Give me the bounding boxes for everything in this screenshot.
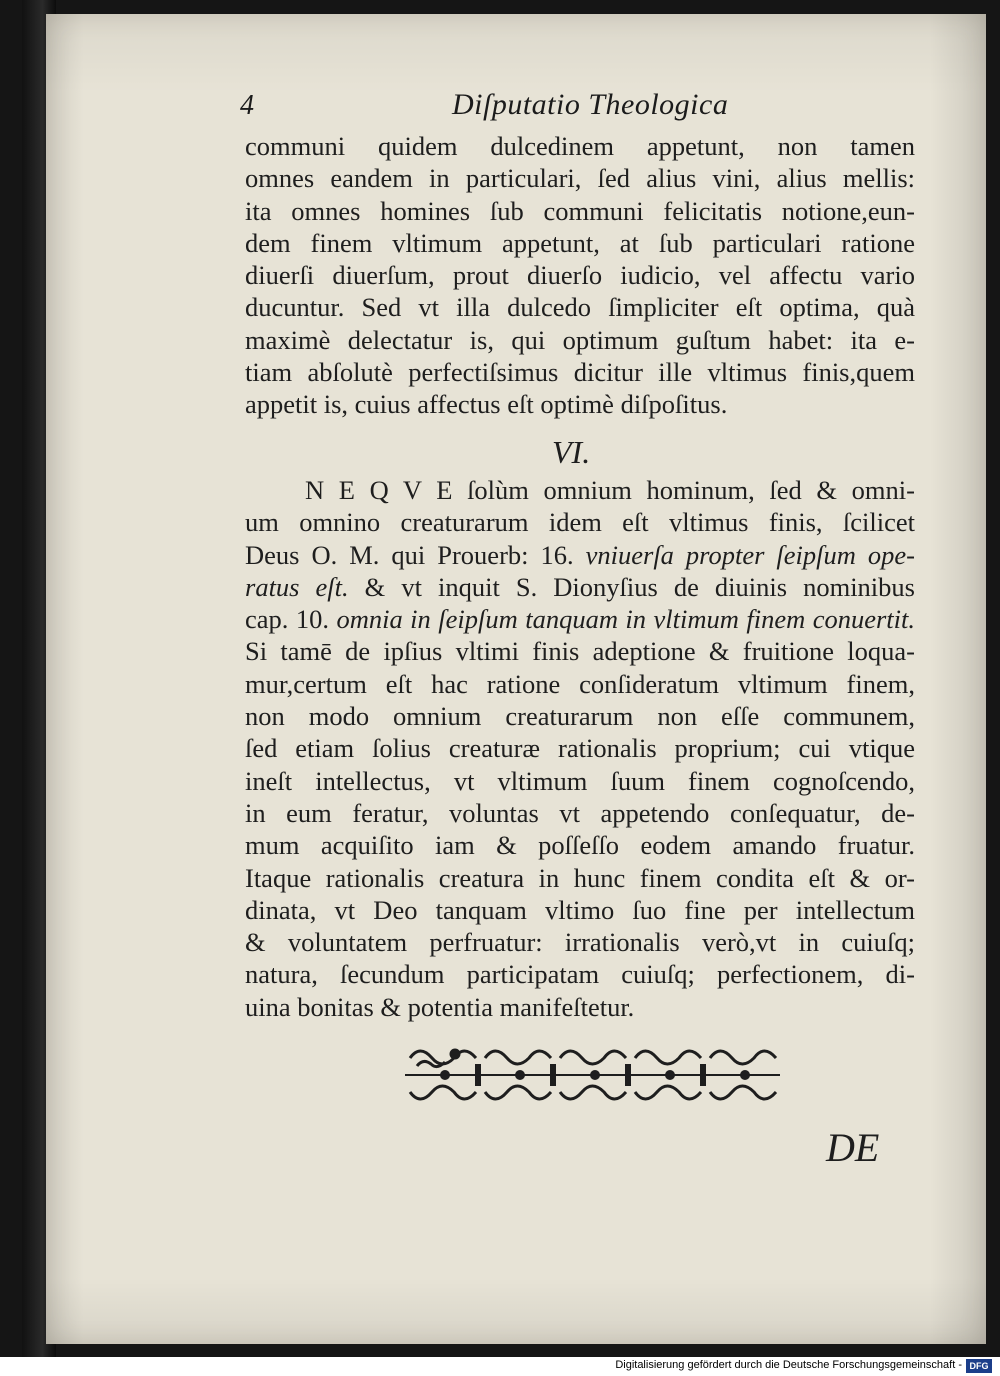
- page-number: 4: [240, 90, 254, 121]
- decorative-ornament-icon: [405, 1040, 780, 1110]
- text-line: ineſt intellectus, vt vltimum ſuum finem cognoſcendo,: [245, 765, 915, 796]
- digitization-credit: Digitalisierung gefördert durch die Deutsche Forschungsgemeinschaft -: [615, 1359, 962, 1371]
- text-line: omnes eandem in particulari, ſed alius vini, alius mellis:: [245, 163, 915, 194]
- text-line: ita omnes homines ſub communi felicitatis notione,eun-: [245, 195, 915, 226]
- running-head: Diſputatio Theologica: [452, 88, 729, 121]
- text-line: [245, 474, 915, 506]
- text-segment: Deus O. M. qui Prouerb: 16.: [245, 539, 586, 570]
- text-line: [245, 603, 915, 635]
- text-segment: & vt inquit S. Dionyſius de diuinis nominibus: [348, 571, 915, 602]
- text-line: Si tamē de ipſius vltimi finis adeptione & fruitione loqua-: [245, 636, 915, 667]
- text-line: diuerſi diuerſum, prout diuerſo iudicio, vel affectu vario: [245, 260, 915, 291]
- text-line: tiam abſolutè perfectiſsimus dicitur ille vltimus finis,quem: [245, 357, 915, 388]
- paragraph-1: [245, 130, 915, 421]
- dfg-logo: DFG: [966, 1359, 992, 1373]
- text-line: & voluntatem perfruatur: irrationalis verò,vt in cuiuſq;: [245, 927, 915, 958]
- text-line: uina bonitas & potentia manifeſtetur.: [245, 991, 635, 1022]
- italic-quote: ratus eſt.: [245, 571, 349, 602]
- italic-quote: omnia in ſeipſum tanquam in vltimum finem conuertit.: [336, 604, 915, 635]
- text-line: natura, ſecundum participatam cuiuſq; perfectionem, di-: [245, 959, 915, 990]
- text-line: [245, 539, 915, 571]
- text-line: Itaque rationalis creatura in hunc finem condita eſt & or-: [245, 862, 915, 893]
- text-line: dinata, vt Deo tanquam vltimo ſuo fine per intellectum: [245, 894, 915, 925]
- italic-quote: vniuerſa propter ſeipſum ope-: [585, 539, 916, 570]
- text-segment: ſolùm omnium hominum, ſed & omni-: [452, 475, 915, 505]
- text-line: dem finem vltimum appetunt, at ſub particulari ratione: [245, 227, 915, 258]
- page-header: [240, 88, 729, 128]
- text-line: non modo omnium creaturarum non eſſe communem,: [245, 701, 915, 732]
- section-heading: VI.: [552, 434, 591, 470]
- text-line: ducuntur. Sed vt illa dulcedo ſimpliciter eſt optima, quà: [245, 292, 915, 323]
- text-line: maximè delectatur is, qui optimum guſtum habet: ita e-: [245, 324, 915, 355]
- catchword: DE: [826, 1125, 880, 1170]
- text-segment: cap. 10.: [245, 604, 337, 635]
- paragraph-2: [245, 474, 915, 1023]
- text-line: um omnino creaturarum idem eſt vltimus finis, ſcilicet: [245, 507, 915, 538]
- initial-word: N E Q V E: [305, 475, 453, 505]
- text-line: mum acquiſito iam & poſſeſſo eodem amando fruatur.: [245, 830, 915, 861]
- text-line: appetit is, cuius affectus eſt optimè diſpoſitus.: [245, 389, 728, 420]
- text-line: communi quidem dulcedinem appetunt, non tamen: [245, 131, 915, 161]
- text-line: mur,certum eſt hac ratione conſideratum vltimum finem,: [245, 668, 915, 699]
- text-line: ſed etiam ſolius creaturæ rationalis proprium; cui vtique: [245, 733, 915, 764]
- text-line: in eum feratur, voluntas vt appetendo conſequatur, de-: [245, 797, 915, 828]
- text-line: [245, 571, 915, 603]
